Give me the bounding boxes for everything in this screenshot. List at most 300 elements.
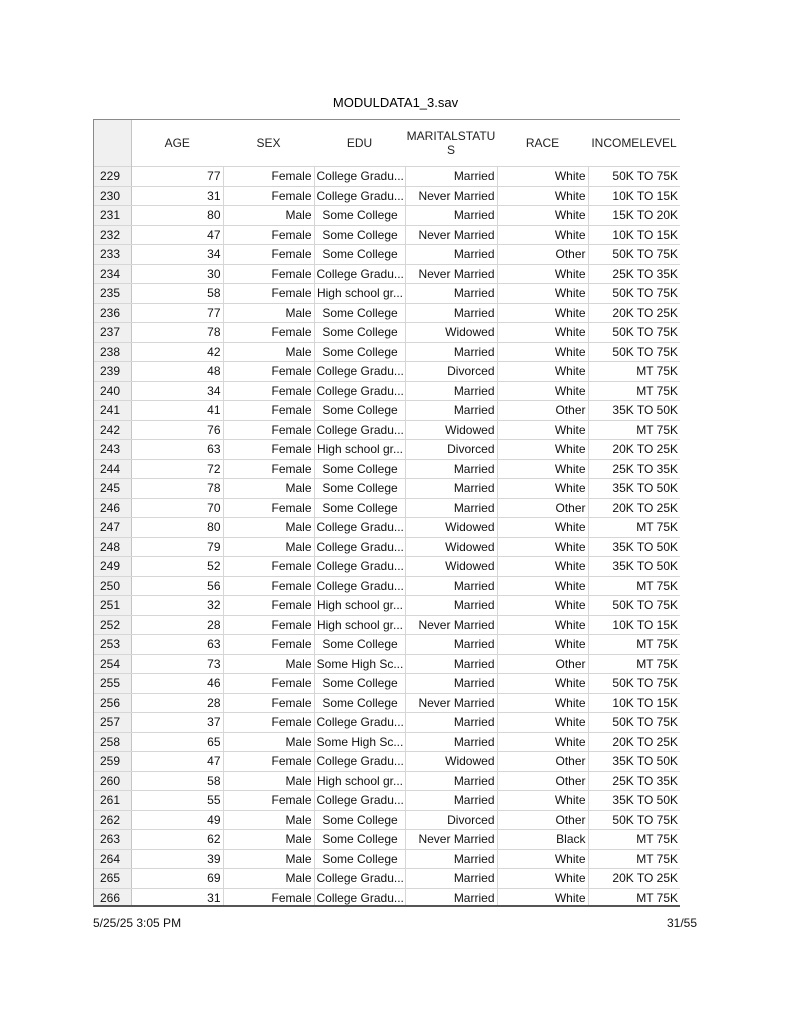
sex-cell: Female: [223, 596, 314, 616]
table-row: [94, 674, 680, 694]
maritalstatus-cell: Married: [405, 303, 497, 323]
data-table: [94, 120, 680, 907]
race-cell: White: [497, 791, 588, 811]
incomelevel-cell: 20K TO 25K: [588, 869, 680, 889]
age-cell: 58: [131, 771, 223, 791]
incomelevel-cell: 35K TO 50K: [588, 557, 680, 577]
sex-cell: Female: [223, 498, 314, 518]
table-row: [94, 576, 680, 596]
table-row: [94, 323, 680, 343]
race-cell: White: [497, 186, 588, 206]
age-cell: 31: [131, 888, 223, 907]
maritalstatus-cell: Married: [405, 401, 497, 421]
data-table-container: [93, 119, 680, 907]
incomelevel-cell: 35K TO 50K: [588, 791, 680, 811]
maritalstatus-cell: Married: [405, 284, 497, 304]
race-cell: White: [497, 576, 588, 596]
maritalstatus-cell: Married: [405, 342, 497, 362]
incomelevel-cell: 50K TO 75K: [588, 674, 680, 694]
incomelevel-cell: 50K TO 75K: [588, 284, 680, 304]
table-row: [94, 654, 680, 674]
edu-cell: Some College: [314, 810, 405, 830]
maritalstatus-cell: Married: [405, 479, 497, 499]
row-index-cell: 229: [94, 167, 131, 187]
age-cell: 46: [131, 674, 223, 694]
row-index-cell: 258: [94, 732, 131, 752]
maritalstatus-cell: Never Married: [405, 225, 497, 245]
maritalstatus-cell: Married: [405, 498, 497, 518]
table-row: [94, 596, 680, 616]
row-index-cell: 237: [94, 323, 131, 343]
maritalstatus-cell: Widowed: [405, 518, 497, 538]
maritalstatus-cell: Married: [405, 206, 497, 226]
edu-cell: Some High Sc...: [314, 654, 405, 674]
age-cell: 30: [131, 264, 223, 284]
column-header-race: RACE: [525, 136, 560, 150]
maritalstatus-cell: Widowed: [405, 537, 497, 557]
row-index-cell: 232: [94, 225, 131, 245]
table-row: [94, 420, 680, 440]
row-index-cell: 243: [94, 440, 131, 460]
age-cell: 77: [131, 303, 223, 323]
incomelevel-cell: 35K TO 50K: [588, 537, 680, 557]
age-cell: 79: [131, 537, 223, 557]
incomelevel-cell: 10K TO 15K: [588, 693, 680, 713]
race-cell: White: [497, 323, 588, 343]
race-cell: White: [497, 225, 588, 245]
table-row: [94, 186, 680, 206]
maritalstatus-cell: Divorced: [405, 362, 497, 382]
row-index-cell: 235: [94, 284, 131, 304]
table-row: [94, 830, 680, 850]
sex-cell: Female: [223, 615, 314, 635]
race-cell: White: [497, 206, 588, 226]
incomelevel-cell: MT 75K: [588, 654, 680, 674]
row-index-cell: 261: [94, 791, 131, 811]
sex-cell: Male: [223, 830, 314, 850]
edu-cell: College Gradu...: [314, 167, 405, 187]
table-row: [94, 752, 680, 772]
sex-cell: Male: [223, 869, 314, 889]
race-cell: White: [497, 518, 588, 538]
sex-cell: Female: [223, 245, 314, 265]
row-index-header: [94, 120, 131, 167]
age-cell: 70: [131, 498, 223, 518]
edu-cell: High school gr...: [314, 284, 405, 304]
maritalstatus-cell: Married: [405, 576, 497, 596]
sex-cell: Female: [223, 225, 314, 245]
table-row: [94, 518, 680, 538]
table-row: [94, 791, 680, 811]
race-cell: White: [497, 420, 588, 440]
edu-cell: High school gr...: [314, 771, 405, 791]
age-cell: 56: [131, 576, 223, 596]
row-index-cell: 264: [94, 849, 131, 869]
age-cell: 28: [131, 615, 223, 635]
maritalstatus-cell: Married: [405, 596, 497, 616]
row-index-cell: 244: [94, 459, 131, 479]
row-index-cell: 252: [94, 615, 131, 635]
edu-cell: College Gradu...: [314, 557, 405, 577]
sex-cell: Female: [223, 459, 314, 479]
age-cell: 28: [131, 693, 223, 713]
maritalstatus-cell: Never Married: [405, 693, 497, 713]
incomelevel-cell: 20K TO 25K: [588, 732, 680, 752]
edu-cell: College Gradu...: [314, 537, 405, 557]
age-cell: 72: [131, 459, 223, 479]
age-cell: 65: [131, 732, 223, 752]
edu-cell: High school gr...: [314, 615, 405, 635]
sex-cell: Female: [223, 264, 314, 284]
incomelevel-cell: 35K TO 50K: [588, 401, 680, 421]
race-cell: White: [497, 264, 588, 284]
maritalstatus-cell: Widowed: [405, 420, 497, 440]
row-index-cell: 242: [94, 420, 131, 440]
incomelevel-cell: 25K TO 35K: [588, 771, 680, 791]
maritalstatus-cell: Married: [405, 771, 497, 791]
race-cell: White: [497, 674, 588, 694]
edu-cell: College Gradu...: [314, 186, 405, 206]
row-index-cell: 260: [94, 771, 131, 791]
table-row: [94, 888, 680, 907]
sex-cell: Male: [223, 518, 314, 538]
incomelevel-cell: MT 75K: [588, 576, 680, 596]
race-cell: White: [497, 167, 588, 187]
edu-cell: Some College: [314, 479, 405, 499]
edu-cell: College Gradu...: [314, 576, 405, 596]
edu-cell: Some College: [314, 693, 405, 713]
age-cell: 63: [131, 440, 223, 460]
race-cell: Other: [497, 245, 588, 265]
incomelevel-cell: MT 75K: [588, 362, 680, 382]
row-index-cell: 247: [94, 518, 131, 538]
age-cell: 63: [131, 635, 223, 655]
race-cell: Other: [497, 654, 588, 674]
edu-cell: Some College: [314, 849, 405, 869]
sex-cell: Male: [223, 810, 314, 830]
sex-cell: Female: [223, 401, 314, 421]
edu-cell: Some College: [314, 674, 405, 694]
row-index-cell: 250: [94, 576, 131, 596]
edu-cell: College Gradu...: [314, 869, 405, 889]
race-cell: White: [497, 888, 588, 907]
edu-cell: High school gr...: [314, 440, 405, 460]
edu-cell: College Gradu...: [314, 264, 405, 284]
race-cell: White: [497, 693, 588, 713]
race-cell: White: [497, 635, 588, 655]
edu-cell: Some College: [314, 498, 405, 518]
row-index-cell: 236: [94, 303, 131, 323]
race-cell: Other: [497, 771, 588, 791]
document-title: MODULDATA1_3.sav: [332, 95, 459, 110]
maritalstatus-cell: Married: [405, 245, 497, 265]
maritalstatus-cell: Never Married: [405, 830, 497, 850]
race-cell: White: [497, 537, 588, 557]
edu-cell: College Gradu...: [314, 791, 405, 811]
incomelevel-cell: 25K TO 35K: [588, 459, 680, 479]
row-index-cell: 240: [94, 381, 131, 401]
row-index-cell: 245: [94, 479, 131, 499]
maritalstatus-cell: Widowed: [405, 752, 497, 772]
maritalstatus-cell: Never Married: [405, 264, 497, 284]
age-cell: 62: [131, 830, 223, 850]
age-cell: 76: [131, 420, 223, 440]
age-cell: 39: [131, 849, 223, 869]
sex-cell: Male: [223, 303, 314, 323]
incomelevel-cell: 50K TO 75K: [588, 245, 680, 265]
table-row: [94, 713, 680, 733]
edu-cell: Some College: [314, 206, 405, 226]
edu-cell: Some College: [314, 323, 405, 343]
maritalstatus-cell: Married: [405, 869, 497, 889]
sex-cell: Female: [223, 420, 314, 440]
race-cell: White: [497, 479, 588, 499]
race-cell: White: [497, 869, 588, 889]
age-cell: 31: [131, 186, 223, 206]
row-index-cell: 238: [94, 342, 131, 362]
maritalstatus-cell: Married: [405, 732, 497, 752]
sex-cell: Female: [223, 791, 314, 811]
edu-cell: College Gradu...: [314, 518, 405, 538]
incomelevel-cell: 10K TO 15K: [588, 225, 680, 245]
table-row: [94, 479, 680, 499]
row-index-cell: 259: [94, 752, 131, 772]
race-cell: White: [497, 596, 588, 616]
age-cell: 69: [131, 869, 223, 889]
edu-cell: College Gradu...: [314, 362, 405, 382]
sex-cell: Male: [223, 771, 314, 791]
race-cell: White: [497, 849, 588, 869]
sex-cell: Female: [223, 693, 314, 713]
table-row: [94, 849, 680, 869]
age-cell: 52: [131, 557, 223, 577]
race-cell: White: [497, 362, 588, 382]
age-cell: 77: [131, 167, 223, 187]
incomelevel-cell: 25K TO 35K: [588, 264, 680, 284]
table-row: [94, 245, 680, 265]
column-header-maritalstatus: MARITALSTATUS: [406, 129, 496, 157]
sex-cell: Female: [223, 323, 314, 343]
maritalstatus-cell: Divorced: [405, 810, 497, 830]
age-cell: 48: [131, 362, 223, 382]
incomelevel-cell: 50K TO 75K: [588, 342, 680, 362]
age-cell: 80: [131, 518, 223, 538]
edu-cell: College Gradu...: [314, 752, 405, 772]
incomelevel-cell: 50K TO 75K: [588, 596, 680, 616]
table-row: [94, 869, 680, 889]
table-row: [94, 635, 680, 655]
edu-cell: Some College: [314, 342, 405, 362]
maritalstatus-cell: Never Married: [405, 186, 497, 206]
table-row: [94, 771, 680, 791]
edu-cell: Some College: [314, 303, 405, 323]
incomelevel-cell: MT 75K: [588, 635, 680, 655]
sex-cell: Female: [223, 381, 314, 401]
row-index-cell: 263: [94, 830, 131, 850]
row-index-cell: 266: [94, 888, 131, 907]
maritalstatus-cell: Married: [405, 674, 497, 694]
sex-cell: Male: [223, 654, 314, 674]
race-cell: Black: [497, 830, 588, 850]
edu-cell: High school gr...: [314, 596, 405, 616]
row-index-cell: 257: [94, 713, 131, 733]
race-cell: White: [497, 557, 588, 577]
maritalstatus-cell: Married: [405, 849, 497, 869]
sex-cell: Male: [223, 342, 314, 362]
column-header-edu: EDU: [346, 136, 373, 150]
age-cell: 78: [131, 479, 223, 499]
row-index-cell: 262: [94, 810, 131, 830]
maritalstatus-cell: Widowed: [405, 323, 497, 343]
row-index-cell: 254: [94, 654, 131, 674]
row-index-cell: 239: [94, 362, 131, 382]
age-cell: 34: [131, 245, 223, 265]
table-row: [94, 537, 680, 557]
column-header-sex: SEX: [256, 136, 281, 150]
incomelevel-cell: MT 75K: [588, 830, 680, 850]
row-index-cell: 253: [94, 635, 131, 655]
row-index-cell: 234: [94, 264, 131, 284]
table-row: [94, 615, 680, 635]
incomelevel-cell: MT 75K: [588, 381, 680, 401]
sex-cell: Female: [223, 284, 314, 304]
race-cell: White: [497, 713, 588, 733]
row-index-cell: 246: [94, 498, 131, 518]
incomelevel-cell: 20K TO 25K: [588, 498, 680, 518]
table-row: [94, 557, 680, 577]
table-row: [94, 381, 680, 401]
sex-cell: Female: [223, 167, 314, 187]
race-cell: Other: [497, 401, 588, 421]
age-cell: 47: [131, 752, 223, 772]
race-cell: White: [497, 459, 588, 479]
age-cell: 55: [131, 791, 223, 811]
race-cell: White: [497, 732, 588, 752]
sex-cell: Female: [223, 752, 314, 772]
sex-cell: Female: [223, 713, 314, 733]
age-cell: 41: [131, 401, 223, 421]
table-row: [94, 206, 680, 226]
maritalstatus-cell: Married: [405, 167, 497, 187]
maritalstatus-cell: Widowed: [405, 557, 497, 577]
incomelevel-cell: MT 75K: [588, 518, 680, 538]
row-index-cell: 256: [94, 693, 131, 713]
sex-cell: Female: [223, 557, 314, 577]
edu-cell: Some High Sc...: [314, 732, 405, 752]
incomelevel-cell: 20K TO 25K: [588, 440, 680, 460]
column-header-incomelevel: INCOMELEVEL: [591, 136, 677, 150]
table-row: [94, 693, 680, 713]
maritalstatus-cell: Married: [405, 888, 497, 907]
sex-cell: Female: [223, 674, 314, 694]
incomelevel-cell: 50K TO 75K: [588, 713, 680, 733]
age-cell: 47: [131, 225, 223, 245]
edu-cell: College Gradu...: [314, 713, 405, 733]
table-row: [94, 459, 680, 479]
race-cell: White: [497, 303, 588, 323]
maritalstatus-cell: Married: [405, 635, 497, 655]
sex-cell: Male: [223, 849, 314, 869]
sex-cell: Male: [223, 479, 314, 499]
race-cell: White: [497, 342, 588, 362]
row-index-cell: 251: [94, 596, 131, 616]
maritalstatus-cell: Never Married: [405, 615, 497, 635]
footer-timestamp: 5/25/25 3:05 PM: [93, 916, 182, 930]
age-cell: 49: [131, 810, 223, 830]
row-index-cell: 230: [94, 186, 131, 206]
table-row: [94, 362, 680, 382]
edu-cell: College Gradu...: [314, 888, 405, 907]
maritalstatus-cell: Divorced: [405, 440, 497, 460]
age-cell: 78: [131, 323, 223, 343]
row-index-cell: 248: [94, 537, 131, 557]
sex-cell: Male: [223, 206, 314, 226]
sex-cell: Female: [223, 440, 314, 460]
incomelevel-cell: 50K TO 75K: [588, 810, 680, 830]
race-cell: White: [497, 615, 588, 635]
edu-cell: Some College: [314, 225, 405, 245]
row-index-cell: 233: [94, 245, 131, 265]
row-index-cell: 265: [94, 869, 131, 889]
edu-cell: Some College: [314, 401, 405, 421]
table-row: [94, 264, 680, 284]
table-row: [94, 732, 680, 752]
table-row: [94, 440, 680, 460]
race-cell: White: [497, 440, 588, 460]
race-cell: Other: [497, 498, 588, 518]
edu-cell: Some College: [314, 459, 405, 479]
age-cell: 80: [131, 206, 223, 226]
sex-cell: Female: [223, 888, 314, 907]
maritalstatus-cell: Married: [405, 654, 497, 674]
maritalstatus-cell: Married: [405, 381, 497, 401]
edu-cell: Some College: [314, 635, 405, 655]
incomelevel-cell: 20K TO 25K: [588, 303, 680, 323]
age-cell: 37: [131, 713, 223, 733]
incomelevel-cell: 35K TO 50K: [588, 479, 680, 499]
edu-cell: Some College: [314, 830, 405, 850]
footer-page-number: 31/55: [666, 916, 697, 930]
edu-cell: College Gradu...: [314, 420, 405, 440]
column-header-age: AGE: [164, 136, 190, 150]
sex-cell: Female: [223, 186, 314, 206]
table-row: [94, 225, 680, 245]
race-cell: Other: [497, 810, 588, 830]
race-cell: White: [497, 381, 588, 401]
table-row: [94, 284, 680, 304]
race-cell: White: [497, 284, 588, 304]
incomelevel-cell: 10K TO 15K: [588, 615, 680, 635]
age-cell: 73: [131, 654, 223, 674]
incomelevel-cell: 50K TO 75K: [588, 323, 680, 343]
table-row: [94, 810, 680, 830]
row-index-cell: 241: [94, 401, 131, 421]
table-header-row: [94, 120, 680, 167]
incomelevel-cell: MT 75K: [588, 420, 680, 440]
table-row: [94, 342, 680, 362]
sex-cell: Female: [223, 576, 314, 596]
table-row: [94, 498, 680, 518]
maritalstatus-cell: Married: [405, 791, 497, 811]
table-row: [94, 167, 680, 187]
row-index-cell: 231: [94, 206, 131, 226]
table-row: [94, 303, 680, 323]
age-cell: 34: [131, 381, 223, 401]
maritalstatus-cell: Married: [405, 459, 497, 479]
race-cell: Other: [497, 752, 588, 772]
incomelevel-cell: 50K TO 75K: [588, 167, 680, 187]
sex-cell: Male: [223, 732, 314, 752]
